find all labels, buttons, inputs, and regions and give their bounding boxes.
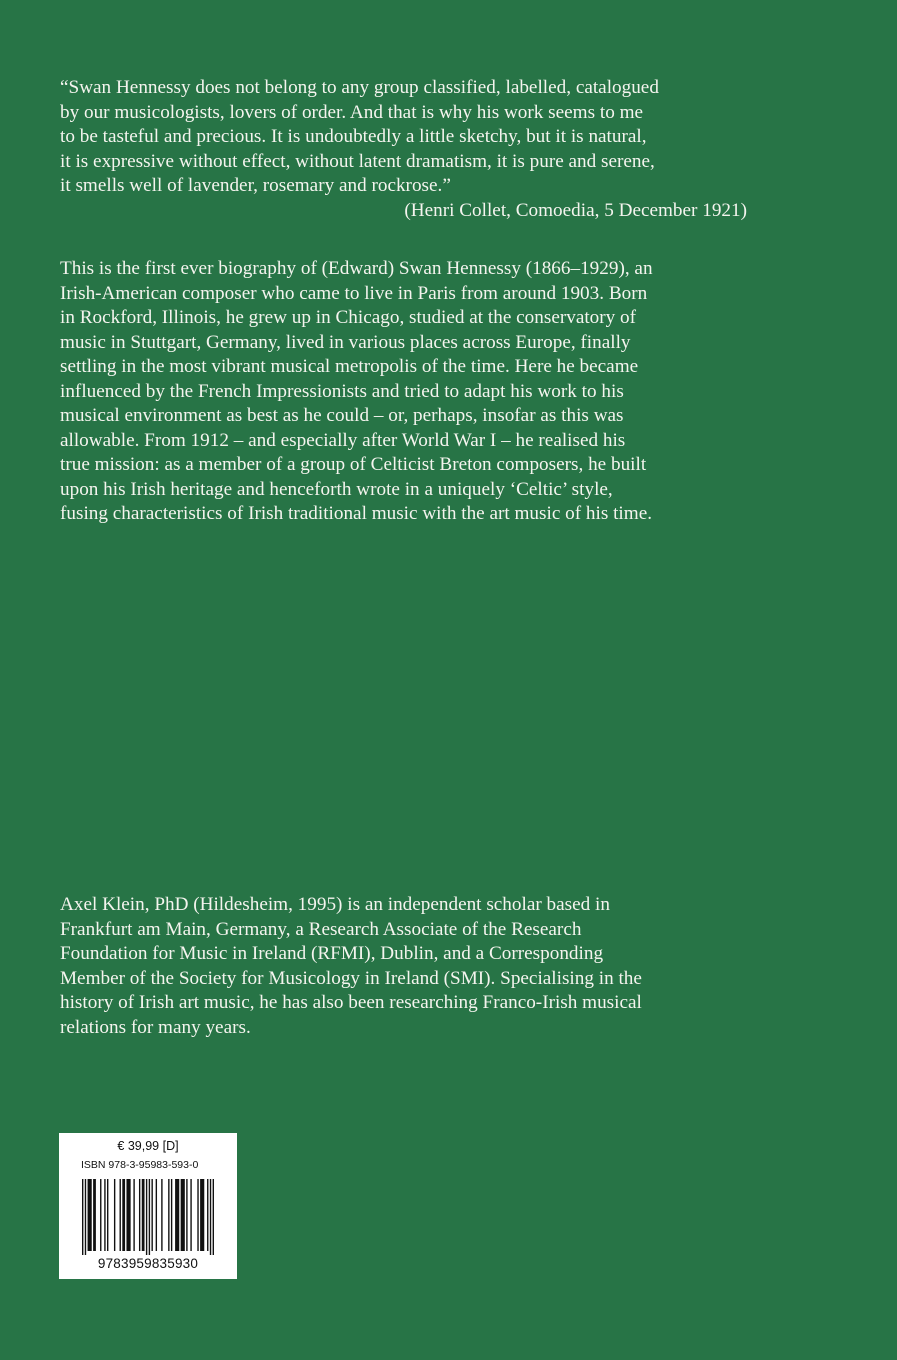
description-line: true mission: as a member of a group of Celticist Breton composers, he built bbox=[60, 454, 647, 475]
barcode-bar bbox=[82, 1179, 83, 1255]
barcode-bar bbox=[171, 1179, 172, 1251]
barcode-bar bbox=[161, 1179, 162, 1251]
barcode-bar bbox=[151, 1179, 152, 1251]
barcode-bar bbox=[139, 1179, 140, 1251]
quote-line: “Swan Hennessy does not belong to any group classified, labelled, catalogued bbox=[60, 77, 659, 98]
barcode-bar bbox=[88, 1179, 92, 1251]
description-line: upon his Irish heritage and henceforth wrote in a uniquely ‘Celtic’ style, bbox=[60, 478, 613, 500]
barcode-label bbox=[59, 1133, 237, 1279]
barcode-bar bbox=[190, 1179, 191, 1251]
description-line: in Rockford, Illinois, he grew up in Chicago, studied at the conservatory of bbox=[60, 307, 637, 328]
barcode-bar bbox=[210, 1179, 211, 1255]
barcode-bar bbox=[149, 1179, 150, 1255]
book-description bbox=[60, 257, 760, 527]
author-bio-line: Frankfurt am Main, Germany, a Research Associate of the Research bbox=[60, 918, 582, 940]
barcode-bar bbox=[133, 1179, 134, 1251]
description-line: influenced by the French Impressionists and tried to adapt his work to his bbox=[60, 380, 624, 402]
author-bio-line: Member of the Society for Musicology in Ireland (SMI). Specialising in the bbox=[60, 967, 642, 989]
barcode-bar bbox=[168, 1179, 169, 1251]
cover-quote bbox=[60, 76, 760, 223]
quote-line: to be tasteful and precious. It is undoubtedly a little sketchy, but it is natural, bbox=[60, 126, 647, 147]
author-bio-line: Foundation for Music in Ireland (RFMI), Dublin, and a Corresponding bbox=[60, 943, 604, 964]
barcode-bar bbox=[104, 1179, 105, 1251]
description-line: allowable. From 1912 – and especially after World War I – he realised his bbox=[60, 429, 626, 451]
description-line: settling in the most vibrant musical metropolis of the time. Here he became bbox=[60, 356, 639, 377]
barcode-bar bbox=[120, 1179, 121, 1251]
ean-number: 9783959835930 bbox=[97, 1256, 199, 1271]
description-line: music in Stuttgart, Germany, lived in various places across Europe, finally bbox=[60, 331, 631, 353]
barcode-bar bbox=[175, 1179, 179, 1251]
quote-line: it is expressive without effect, without latent dramatism, it is pure and serene, bbox=[60, 150, 655, 172]
author-bio bbox=[60, 893, 760, 1040]
description-line: fusing characteristics of Irish traditional music with the art music of his time. bbox=[60, 503, 653, 524]
barcode-bar bbox=[126, 1179, 130, 1251]
barcode-bar bbox=[200, 1179, 204, 1251]
quote-line: it smells well of lavender, rosemary and rockrose.” bbox=[60, 175, 451, 196]
barcode-bar bbox=[181, 1179, 185, 1251]
author-bio-line: Axel Klein, PhD (Hildesheim, 1995) is an independent scholar based in bbox=[60, 894, 610, 915]
quote-attribution: (Henri Collet, Comoedia, 5 December 1921) bbox=[404, 199, 747, 221]
barcode-bar bbox=[100, 1179, 101, 1251]
barcode-bar bbox=[213, 1179, 214, 1255]
barcode-bar bbox=[93, 1179, 96, 1251]
barcode-bar bbox=[107, 1179, 108, 1251]
barcode-bar bbox=[197, 1179, 198, 1251]
isbn-text: ISBN 978-3-95983-593-0 bbox=[81, 1159, 199, 1171]
quote-line: by our musicologists, lovers of order. And that is why his work seems to me bbox=[60, 101, 644, 123]
barcode-bar bbox=[186, 1179, 187, 1251]
barcode-bar bbox=[142, 1179, 145, 1251]
barcode-icon bbox=[82, 1179, 214, 1255]
author-bio-line: relations for many years. bbox=[60, 1016, 251, 1038]
description-line: This is the first ever biography of (Edward) Swan Hennessy (1866–1929), an bbox=[60, 258, 653, 279]
author-bio-line: history of Irish art music, he has also been researching Franco-Irish musical bbox=[60, 992, 642, 1013]
barcode-bar bbox=[207, 1179, 208, 1251]
barcode-bar bbox=[85, 1179, 86, 1255]
barcode-bar bbox=[122, 1179, 125, 1251]
barcode-bar bbox=[114, 1179, 115, 1251]
price-text: € 39,99 [D] bbox=[117, 1139, 179, 1153]
barcode-bar bbox=[146, 1179, 147, 1255]
description-line: musical environment as best as he could – or, perhaps, insofar as this was bbox=[60, 405, 624, 426]
barcode-bar bbox=[156, 1179, 157, 1251]
description-line: Irish-American composer who came to live in Paris from around 1903. Born bbox=[60, 282, 648, 304]
